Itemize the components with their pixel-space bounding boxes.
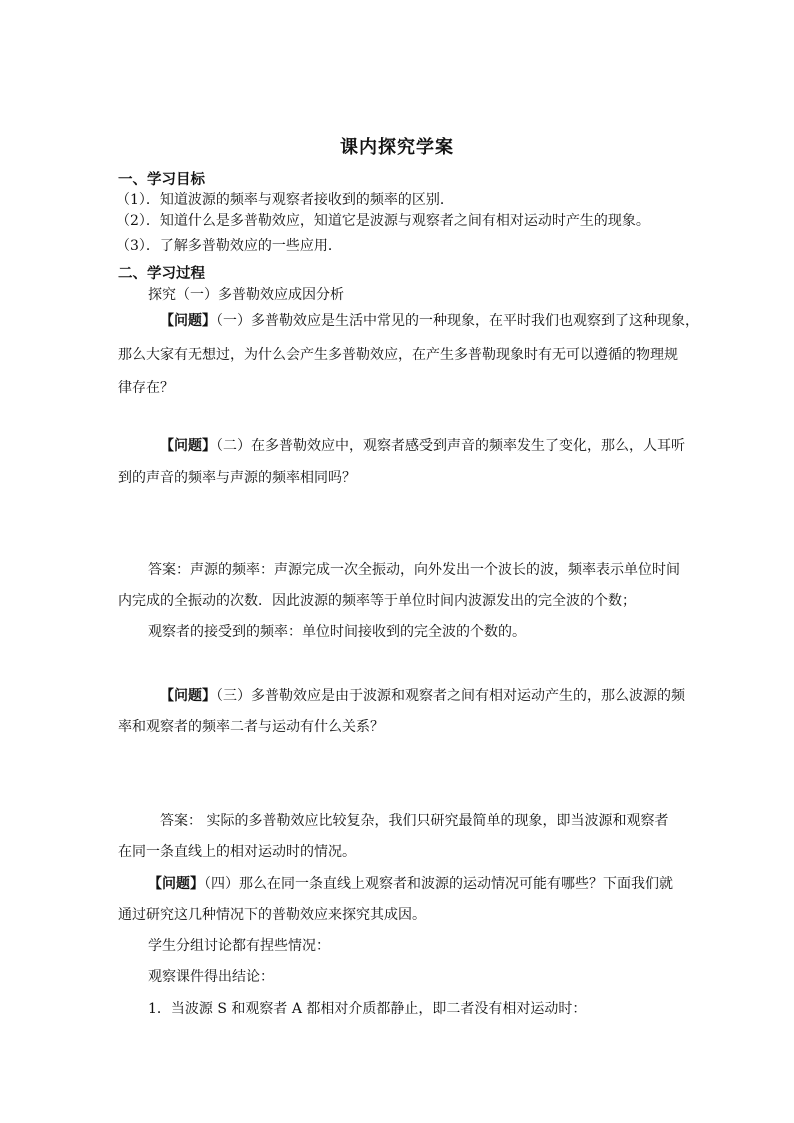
question-4-text: （四）那么在同一条直线上观察者和波源的运动情况可能有哪些？下面我们就 [204,876,673,892]
question-label: 【问题】 [160,688,216,704]
objective-item-3: （3）．了解多普勒效应的一些应用． [116,238,342,254]
question-2-line-2: 到的声音的频率与声源的频率相同吗？ [118,470,356,486]
answer-3-line-2: 在同一条直线上的相对运动时的情况。 [118,844,356,860]
objective-item-1: （1）．知道波源的频率与观察者接收到的频率的区别． [116,192,454,208]
case-1-line: 1．当波源 S 和观察者 A 都相对介质都静止，即二者没有相对运动时： [148,1001,587,1017]
question-2-line-1 [160,436,724,456]
answer-3-line-1: 答案： 实际的多普勒效应比较复杂，我们只研究最简单的现象，即当波源和观察者 [160,813,669,829]
answer-2-line-3: 观察者的接受到的频率：单位时间接收到的完全波的个数的。 [148,624,526,640]
section-heading-objectives: 一、学习目标 [118,171,205,188]
question-label: 【问题】 [148,876,204,892]
answer-2-line-1: 答案：声源的频率：声源完成一次全振动，向外发出一个波长的波，频率表示单位时间 [148,562,680,578]
question-3-text: （三）多普勒效应是由于波源和观察者之间有相对运动产生的，那么波源的频 [216,688,685,704]
question-4-line-2: 通过研究这几种情况下的普勒效应来探究其成因。 [118,907,426,923]
question-1-line-2: 那么大家有无想过，为什么会产生多普勒效应，在产生多普勒现象时有无可以遵循的物理规 [118,347,678,363]
observation-line: 观察课件得出结论： [148,969,274,985]
answer-2-line-2: 内完成的全振动的次数．因此波源的频率等于单位时间内波源发出的完全波的个数； [118,593,636,609]
objective-item-2: （2）．知道什么是多普勒效应，知道它是波源与观察者之间有相对运动时产生的现象。 [116,213,650,229]
question-1-text: （一）多普勒效应是生活中常见的一种现象，在平时我们也观察到了这种现象， [216,313,699,329]
question-1-line-3: 律存在？ [118,380,174,396]
question-3-line-1 [160,686,724,706]
question-2-text: （二）在多普勒效应中，观察者感受到声音的频率发生了变化，那么，人耳听 [216,438,685,454]
question-label: 【问题】 [160,313,216,329]
question-1-line-1 [160,311,724,331]
section-heading-process: 二、学习过程 [118,265,205,282]
question-4-line-1 [148,874,712,894]
discussion-line: 学生分组讨论都有捏些情况： [148,938,330,954]
question-label: 【问题】 [160,438,216,454]
question-3-line-2: 率和观察者的频率二者与运动有什么关系？ [118,719,384,735]
explore-heading: 探究（一）多普勒效应成因分析 [148,287,344,303]
page-title: 课内探究学案 [340,137,454,158]
